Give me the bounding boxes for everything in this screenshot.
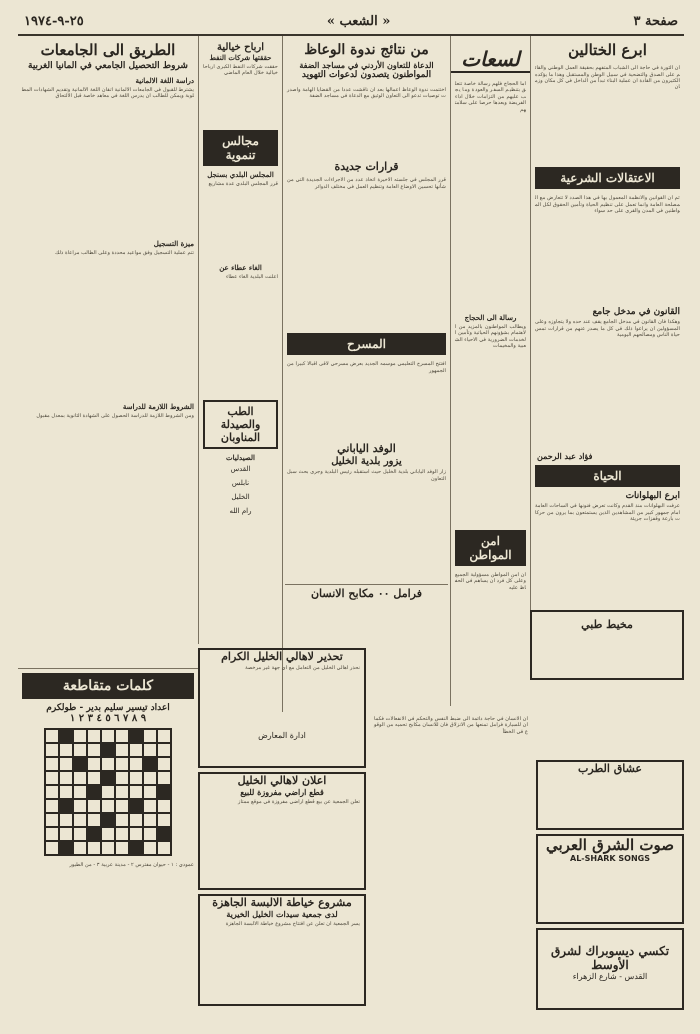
crossword-cell-black bbox=[157, 827, 171, 841]
page-label: صفحة ٣ bbox=[633, 13, 678, 29]
crossword-cell bbox=[45, 771, 59, 785]
divider bbox=[285, 584, 448, 585]
ad-foot: القدس - شارع الزهراء bbox=[572, 972, 648, 981]
issue-date: ٢٥-٩-١٩٧٤ bbox=[24, 13, 84, 29]
section-title: قرارات جديدة bbox=[334, 159, 399, 173]
crossword-cell bbox=[59, 813, 73, 827]
ad-title: تكسي ديسوبراك لشرق الأوسط bbox=[550, 944, 670, 972]
ad-text: تعلن الجمعية عن بيع قطع اراضي مفروزة في موقع ممتاز bbox=[237, 799, 360, 805]
page-header bbox=[18, 8, 684, 36]
crossword-cell-black bbox=[87, 827, 101, 841]
crossword-cell bbox=[45, 757, 59, 771]
pharmacy-box: الطب والصيدلة المناوبان bbox=[203, 400, 278, 449]
city-name: نابلس bbox=[231, 478, 250, 487]
crossword-cell bbox=[115, 799, 129, 813]
column-mid-left bbox=[198, 36, 282, 644]
city-list bbox=[199, 462, 282, 518]
ad-title: تحذير لاهالي الخليل الكرام bbox=[221, 650, 343, 663]
crossword-cell bbox=[101, 729, 115, 743]
article-text: ان الانسان في حاجة دائمة الى ضبط النفس والتحكم في الانفعالات فكما ان للسيارة فرامل تمنعها من الانزلاق فان للانسان مكابح تحميه من الوقوع في الخطأ bbox=[374, 716, 528, 735]
crossword-cell bbox=[129, 771, 143, 785]
ad-title: اعلان لاهالي الخليل bbox=[237, 774, 327, 787]
crossword-cell bbox=[115, 771, 129, 785]
crossword-cell bbox=[129, 743, 143, 757]
crossword-cell bbox=[59, 743, 73, 757]
ad-right-1 bbox=[530, 610, 684, 680]
crossword-cell-black bbox=[143, 757, 157, 771]
crossword-section bbox=[18, 668, 198, 1009]
crossword-cell bbox=[115, 827, 129, 841]
crossword-numbers: ٩ ٨ ٧ ٦ ٥ ٤ ٣ ٢ ١ bbox=[69, 713, 147, 724]
ad-land bbox=[198, 772, 366, 890]
crossword-cell-black bbox=[101, 743, 115, 757]
article-text: قرر المجلس البلدي عدة مشاريع bbox=[208, 180, 278, 187]
crossword-cell bbox=[143, 771, 157, 785]
crossword-cell bbox=[129, 827, 143, 841]
crossword-cell bbox=[143, 827, 157, 841]
article-text: ان امن المواطن مسؤولية الجميع وعلى كل فرد ان يساهم في الحفاظ عليه bbox=[455, 572, 526, 591]
crossword-cell bbox=[87, 743, 101, 757]
item: ميزة التسجيل bbox=[153, 238, 194, 248]
subhead: شروط التحصيل الجامعي في المانيا الغربية bbox=[28, 61, 188, 72]
article-text: اختتمت ندوة الوعاظ اعمالها بعد ان ناقشت عددا من القضايا الهامة واصدرت توصيات تدعو الى التعاون الوثيق مع الدعاة في مساجد الضفة bbox=[287, 86, 446, 100]
article-text: وهكذا فان القانون في مدخل الجامع يقف عند حده ولا يتجاوزه وعلى المسؤولين ان يراعوا ذلك في كل ما يصدر عنهم من قرارات تمس حياة الناس ومصالحهم اليومية bbox=[535, 319, 680, 339]
crossword-cell bbox=[101, 757, 115, 771]
crossword-cell bbox=[45, 743, 59, 757]
crossword-cell bbox=[143, 729, 157, 743]
crossword-cell bbox=[101, 799, 115, 813]
crossword-cell bbox=[45, 827, 59, 841]
crossword-cell bbox=[73, 743, 87, 757]
crossword-cell bbox=[45, 729, 59, 743]
article-text: يشترط للقبول في الجامعات الالمانية اتقان اللغة الالمانية وتقديم الشهادات المطلوبة ويمكن للطالب ان يدرس اللغة في معاهد خاصة قبل الالتحاق bbox=[22, 86, 194, 99]
crossword-cell bbox=[129, 813, 143, 827]
headline-right: ابرع الختالين bbox=[568, 41, 647, 59]
ad-title: صوت الشرق العربي bbox=[545, 836, 674, 854]
article-text: ان الثورة في حاجة الى الشباب المتفهم بحقيقة العمل الوطني والقائم على الصدق والتضحية في سبيل الوطن والمستقبل وهذا ما يؤكده الكثيرون من القادة ان عملية البناء تبدأ من الداخل في كل مكان وزمان bbox=[535, 65, 680, 91]
crossword-cell-black bbox=[129, 729, 143, 743]
crossword-clues: عمودي : ١ - حيوان مفترس ٢ - مدينة عربية ٣ - من الطيور bbox=[69, 862, 194, 868]
crossword-cell bbox=[157, 813, 171, 827]
section-box: الاعتقالات الشرعية bbox=[535, 167, 680, 189]
crossword-cell bbox=[143, 799, 157, 813]
crossword-cell bbox=[73, 799, 87, 813]
article-text: حققت شركات النفط الكبرى ارباحا خيالية خلال العام الماضي bbox=[203, 63, 278, 76]
section-box: امن المواطن bbox=[455, 530, 526, 566]
column-center bbox=[282, 36, 450, 712]
crossword-cell-black bbox=[129, 799, 143, 813]
crossword-by: اعداد تيسير سليم بدير - طولكرم bbox=[46, 703, 170, 713]
crossword-cell bbox=[59, 771, 73, 785]
article-text: ويطالب المواطنون بالمزيد من الاهتمام بشؤونهم الحياتية وتأمين الخدمات الضرورية في الاحياء الشعبية والمخيمات bbox=[455, 324, 526, 350]
crossword-cell bbox=[87, 813, 101, 827]
crossword-cell-black bbox=[101, 813, 115, 827]
crossword-cell-black bbox=[101, 771, 115, 785]
article-text: زار الوفد الياباني بلدية الخليل حيث استقبله رئيس البلدية وجرى بحث سبل التعاون bbox=[287, 469, 446, 482]
crossword-cell bbox=[101, 785, 115, 799]
pharm-label: الصيدليات bbox=[226, 452, 255, 462]
crossword-cell bbox=[87, 757, 101, 771]
crossword-title: كلمات متقاطعة bbox=[22, 673, 194, 699]
crossword-cell-black bbox=[157, 785, 171, 799]
crossword-cell-black bbox=[59, 799, 73, 813]
item: الشروط اللازمة للدراسة bbox=[122, 401, 194, 411]
crossword-cell bbox=[115, 743, 129, 757]
bottom-headline: فرامل ٠٠ مكابح الانسان bbox=[310, 587, 423, 601]
crossword-cell bbox=[73, 841, 87, 855]
crossword-cell bbox=[115, 813, 129, 827]
city-name: القدس bbox=[230, 464, 251, 473]
ad-title: عشاق الطرب bbox=[578, 762, 642, 775]
crossword-cell bbox=[59, 757, 73, 771]
article-text: قرر المجلس في جلسته الاخيرة اتخاذ عدد من الاجراءات الجديدة التي من شأنها تحسين الاوضاع العامة وتنظيم العمل في مختلف الدوائر bbox=[287, 177, 446, 190]
column-right bbox=[530, 36, 684, 676]
crossword-cell bbox=[157, 799, 171, 813]
headline: ارباح خيالية bbox=[216, 42, 265, 53]
article-text: اعلنت البلدية الغاء عطاء bbox=[225, 273, 278, 280]
crossword-cell-black bbox=[59, 729, 73, 743]
ad-text: نحذر اهالي الخليل من التعامل مع اي جهة غير مرخصة bbox=[245, 665, 360, 671]
section-box: المسرح bbox=[287, 333, 446, 355]
crossword-cell bbox=[87, 841, 101, 855]
article-bottom-center bbox=[370, 714, 532, 1004]
ad-title: مخيط طبي bbox=[581, 618, 633, 631]
crossword-cell bbox=[73, 813, 87, 827]
subhead: المواطنون يتصدون لدعوات التهويد bbox=[301, 70, 432, 81]
article-text: ومن الشروط اللازمة للدراسة الحصول على الشهادة الثانوية بمعدل مقبول bbox=[36, 412, 194, 419]
crossword-cell bbox=[129, 785, 143, 799]
crossword-cell bbox=[157, 841, 171, 855]
crossword-cell bbox=[59, 785, 73, 799]
subhead: حققتها شركات النفط bbox=[209, 52, 272, 62]
ad-right-4 bbox=[536, 928, 684, 1010]
article-text: عرفت البهلوانات منذ القدم وكانت تعرض فنونها في الساحات العامة امام جمهور كبير من المشاهدين الذين يستمتعون بما يرون من حركات بارعة وقفزات جريئة bbox=[535, 503, 680, 523]
crossword-cell bbox=[101, 841, 115, 855]
crossword-cell bbox=[73, 827, 87, 841]
headline-left: الطريق الى الجامعات bbox=[40, 41, 176, 59]
ad-text: يسر الجمعية ان تعلن عن افتتاح مشروع خياطة الالبسة الجاهزة bbox=[225, 921, 360, 927]
crossword-cell bbox=[101, 827, 115, 841]
crossword-cell bbox=[87, 729, 101, 743]
section-box: الحياة bbox=[535, 465, 680, 487]
crossword-cell bbox=[87, 799, 101, 813]
wafd-sub: يزور بلدية الخليل bbox=[331, 455, 402, 467]
crossword-cell bbox=[45, 785, 59, 799]
wafd-title: الوفد الياباني bbox=[337, 442, 396, 456]
crossword-cell bbox=[129, 757, 143, 771]
crossword-cell bbox=[143, 841, 157, 855]
crossword-cell bbox=[73, 729, 87, 743]
crossword-cell bbox=[45, 799, 59, 813]
subhead: الدعاة للتعاون الأردني في مساجد الضفة bbox=[299, 60, 434, 71]
masthead-lasaat: لسعات bbox=[451, 48, 530, 73]
signature: فؤاد عبد الرحمن bbox=[537, 451, 593, 462]
ad-right-2 bbox=[536, 760, 684, 830]
crossword-cell bbox=[115, 757, 129, 771]
crossword-cell bbox=[45, 813, 59, 827]
crossword-cell bbox=[73, 785, 87, 799]
crossword-cell-black bbox=[59, 841, 73, 855]
article-text: اما الحجاج فلهم رسالة خاصة تتعلق بتنظيم السفر والعودة وما يجب عليهم من التزامات خلال اداء الفريضة وبعدها حرصا على سلامتهم bbox=[455, 81, 526, 113]
crossword-cell bbox=[157, 771, 171, 785]
city-name: رام الله bbox=[229, 506, 252, 515]
crossword-cell bbox=[45, 841, 59, 855]
note: المجلس البلدي بسنجل bbox=[207, 169, 274, 179]
note: الغاء عطاء عن bbox=[219, 262, 262, 272]
ad-sub: قطع اراضي مفروزة للبيع bbox=[240, 787, 324, 797]
ad-sewing bbox=[198, 894, 366, 1006]
article-text: ثم ان القوانين والانظمة المعمول بها في هذا الصدد لا تتعارض مع المصلحة العامة وانما تعمل على تنظيم الحياة وتأمين الحقوق لكل المواطنين في المدن والقرى على حد سواء bbox=[535, 195, 680, 215]
crossword-cell bbox=[143, 813, 157, 827]
ad-right-3 bbox=[536, 834, 684, 924]
crossword-cell bbox=[115, 785, 129, 799]
paper-name: « الشعب » bbox=[326, 13, 391, 29]
crossword-cell bbox=[87, 771, 101, 785]
section-box: مجالس تنموية bbox=[203, 130, 278, 166]
crossword-cell bbox=[115, 841, 129, 855]
ad-sub: لدى جمعية سيدات الخليل الخيرية bbox=[226, 909, 338, 919]
column-mid-right bbox=[450, 36, 530, 706]
item: دراسة اللغة الالمانية bbox=[135, 75, 194, 85]
article-text: تتم عملية التسجيل وفق مواعيد محددة وعلى الطالب مراعاة ذلك bbox=[55, 249, 194, 256]
crossword-cell-black bbox=[87, 785, 101, 799]
subhead: ابرع البهلوانات bbox=[625, 491, 680, 502]
ad-en: AL-SHARK SONGS bbox=[570, 854, 650, 863]
crossword-cell bbox=[143, 785, 157, 799]
subhead: القانون في مدخل جامع bbox=[592, 307, 680, 318]
crossword-cell bbox=[73, 771, 87, 785]
ad-sign: ادارة المعارض bbox=[258, 731, 306, 740]
crossword-cell bbox=[59, 827, 73, 841]
crossword-cell bbox=[157, 729, 171, 743]
city-name: الخليل bbox=[231, 492, 250, 501]
crossword-cell-black bbox=[129, 841, 143, 855]
ad-title: مشروع خياطة الالبسة الجاهزة bbox=[212, 896, 352, 909]
crossword-cell bbox=[157, 757, 171, 771]
crossword-cell bbox=[157, 743, 171, 757]
headline-center: من نتائج ندوة الوعاظ bbox=[304, 42, 429, 58]
article-text: افتتح المسرح التعليمي موسمه الجديد بعرض مسرحي لاقى اقبالا كبيرا من الجمهور bbox=[287, 361, 446, 374]
crossword-cell bbox=[143, 743, 157, 757]
ad-warning bbox=[198, 648, 366, 768]
crossword-cell bbox=[115, 729, 129, 743]
mini-head: رسالة الى الحجاج bbox=[464, 313, 517, 322]
crossword-cell-black bbox=[73, 757, 87, 771]
crossword-grid bbox=[44, 728, 172, 856]
